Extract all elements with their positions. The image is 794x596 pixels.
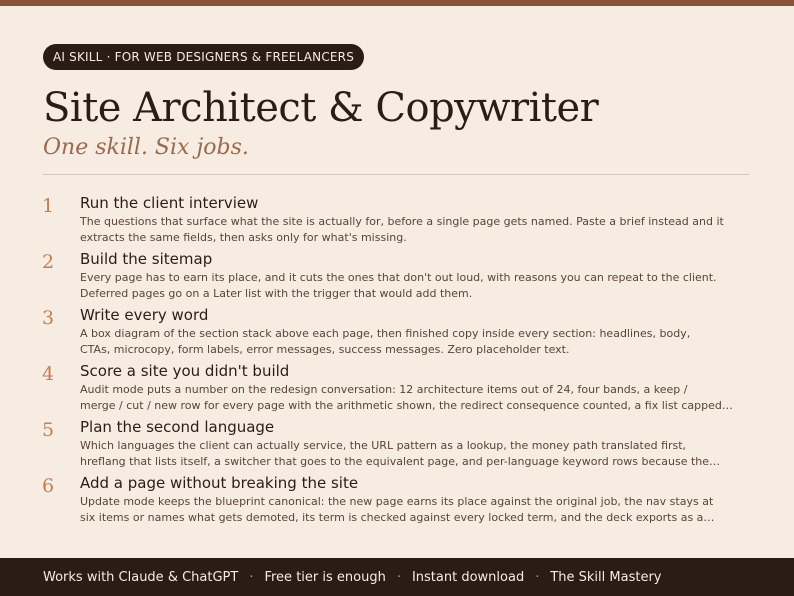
feature-description bbox=[80, 214, 770, 246]
footer-separator: · bbox=[249, 569, 254, 585]
feature-description bbox=[80, 326, 770, 358]
feature-description-line: A box diagram of the section stack above each page, then finished copy inside every section: headlines, body, bbox=[80, 327, 691, 340]
feature-title: Score a site you didn't build bbox=[80, 362, 290, 380]
category-badge: AI SKILL · FOR WEB DESIGNERS & FREELANCERS bbox=[43, 44, 364, 70]
feature-description bbox=[80, 270, 770, 302]
feature-description-line: Every page has to earn its place, and it cuts the ones that don't out loud, with reasons you can repeat to the client. bbox=[80, 271, 717, 284]
page-title: Site Architect & Copywriter bbox=[43, 85, 599, 131]
feature-description-line: Deferred pages go on a Later list with the trigger that would add them. bbox=[80, 287, 473, 300]
footer-pricing: Free tier is enough bbox=[264, 569, 386, 585]
feature-description-line: Audit mode puts a number on the redesign conversation: 12 architecture items out of 24, four bands, a keep / bbox=[80, 383, 688, 396]
feature-title: Add a page without breaking the site bbox=[80, 474, 359, 492]
footer-compatibility: Works with Claude & ChatGPT bbox=[43, 569, 239, 585]
feature-description bbox=[80, 382, 770, 414]
feature-item bbox=[0, 193, 794, 249]
feature-description-line: Update mode keeps the blueprint canonical: the new page earns its place against the original job, the nav stays at bbox=[80, 495, 714, 508]
footer-delivery: Instant download bbox=[411, 569, 525, 585]
feature-title: Run the client interview bbox=[80, 194, 259, 212]
feature-title: Plan the second language bbox=[80, 418, 275, 436]
feature-number: 4 bbox=[42, 363, 55, 385]
footer-separator: · bbox=[535, 569, 540, 585]
feature-description-line: extracts the same fields, then asks only for what's missing. bbox=[80, 231, 407, 244]
footer-separator: · bbox=[396, 569, 401, 585]
feature-item bbox=[0, 417, 794, 473]
feature-description bbox=[80, 494, 770, 526]
top-accent-bar bbox=[0, 0, 794, 6]
feature-title: Write every word bbox=[80, 306, 209, 324]
feature-number: 3 bbox=[42, 307, 55, 329]
footer-bar bbox=[0, 558, 794, 596]
feature-item bbox=[0, 473, 794, 529]
feature-title: Build the sitemap bbox=[80, 250, 213, 268]
feature-item bbox=[0, 305, 794, 361]
feature-item bbox=[0, 361, 794, 417]
feature-description-line: six items or names what gets demoted, its term is checked against every locked term, and the deck exports as a… bbox=[80, 511, 715, 524]
feature-item bbox=[0, 249, 794, 305]
feature-number: 6 bbox=[42, 475, 55, 497]
feature-number: 2 bbox=[42, 251, 55, 273]
feature-description-line: Which languages the client can actually service, the URL pattern as a lookup, the money path translated first, bbox=[80, 439, 687, 452]
feature-description-line: merge / cut / new row for every page with the arithmetic shown, the redirect consequence counted, a fix list capped… bbox=[80, 399, 733, 412]
feature-number: 1 bbox=[42, 195, 55, 217]
divider bbox=[43, 174, 750, 175]
feature-description-line: CTAs, microcopy, form labels, error messages, success messages. Zero placeholder text. bbox=[80, 343, 570, 356]
footer-brand: The Skill Mastery bbox=[550, 569, 662, 585]
page-subtitle: One skill. Six jobs. bbox=[43, 135, 249, 160]
feature-description-line: hreflang that lists itself, a switcher that goes to the equivalent page, and per-language keyword rows because the… bbox=[80, 455, 721, 468]
feature-description bbox=[80, 438, 770, 470]
feature-description-line: The questions that surface what the site is actually for, before a single page gets named. Paste a brief instead and it bbox=[80, 215, 724, 228]
feature-list bbox=[0, 193, 794, 529]
feature-number: 5 bbox=[42, 419, 55, 441]
